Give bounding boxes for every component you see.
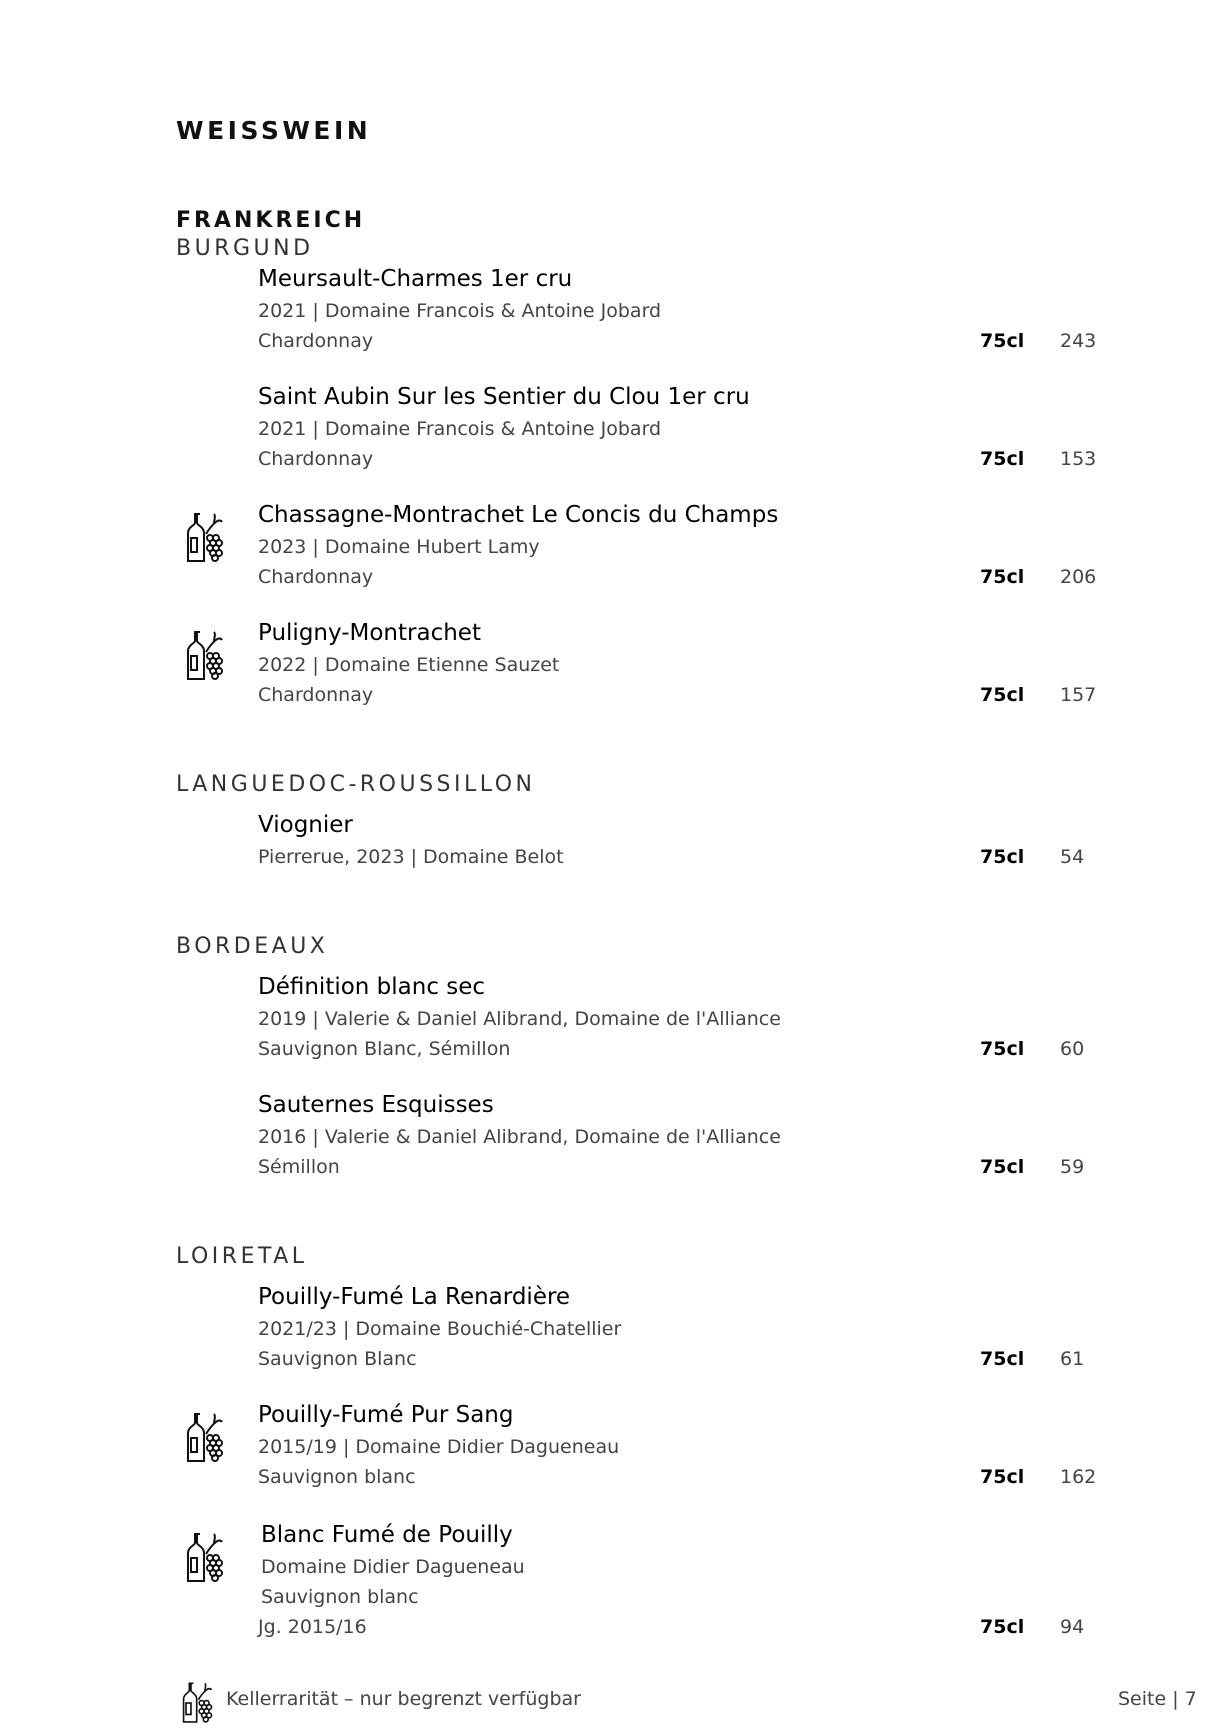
- wine-price: 54: [1060, 846, 1085, 868]
- wine-volume: 75cl: [980, 566, 1025, 588]
- wine-price: 157: [1060, 684, 1097, 706]
- wine-grape: Chardonnay: [258, 448, 374, 470]
- wine-grape: Chardonnay: [258, 566, 374, 588]
- wine-price: 162: [1060, 1466, 1097, 1488]
- wine-volume: 75cl: [980, 846, 1025, 868]
- wine-volume: 75cl: [980, 1348, 1025, 1370]
- legend-text: Kellerrarität – nur begrenzt verfügbar: [226, 1688, 581, 1710]
- wine-price: 94: [1060, 1616, 1085, 1638]
- page-heading: WEISSWEIN: [176, 116, 372, 145]
- page-number: Seite | 7: [1118, 1688, 1197, 1710]
- wine-detail: 2021 | Domaine Francois & Antoine Jobard: [258, 300, 662, 322]
- region-heading-languedoc: LANGUEDOC-ROUSSILLON: [176, 772, 536, 797]
- wine-detail: 2015/19 | Domaine Didier Dagueneau: [258, 1436, 620, 1458]
- wine-price: 153: [1060, 448, 1097, 470]
- wine-grape: Sauvignon Blanc: [258, 1348, 417, 1370]
- country-heading: FRANKREICH: [176, 208, 366, 233]
- wine-volume: 75cl: [980, 1466, 1025, 1488]
- wine-grape: Chardonnay: [258, 684, 374, 706]
- rare-bottle-grapes-icon: [184, 628, 232, 684]
- wine-price: 243: [1060, 330, 1097, 352]
- wine-detail: 2022 | Domaine Etienne Sauzet: [258, 654, 560, 676]
- wine-volume: 75cl: [980, 684, 1025, 706]
- region-heading-loire: LOIRETAL: [176, 1244, 308, 1269]
- wine-volume: 75cl: [980, 330, 1025, 352]
- wine-grape: Sauvignon Blanc, Sémillon: [258, 1038, 511, 1060]
- rare-bottle-grapes-icon: [180, 1680, 220, 1726]
- wine-price: 61: [1060, 1348, 1085, 1370]
- wine-detail: 2019 | Valerie & Daniel Alibrand, Domaine de l'Alliance: [258, 1008, 781, 1030]
- wine-name: Meursault-Charmes 1er cru: [258, 266, 573, 292]
- wine-price: 60: [1060, 1038, 1085, 1060]
- wine-grape: Sémillon: [258, 1156, 340, 1178]
- wine-volume: 75cl: [980, 1616, 1025, 1638]
- wine-detail: 2016 | Valerie & Daniel Alibrand, Domaine de l'Alliance: [258, 1126, 781, 1148]
- wine-volume: 75cl: [980, 1038, 1025, 1060]
- wine-grape: Chardonnay: [258, 330, 374, 352]
- wine-name: Viognier: [258, 812, 353, 838]
- wine-producer: Domaine Didier Dagueneau: [261, 1556, 525, 1578]
- wine-name: Blanc Fumé de Pouilly: [261, 1522, 513, 1548]
- wine-price: 206: [1060, 566, 1097, 588]
- wine-name: Pouilly-Fumé La Renardière: [258, 1284, 571, 1310]
- wine-volume: 75cl: [980, 1156, 1025, 1178]
- wine-name: Sauternes Esquisses: [258, 1092, 494, 1118]
- wine-detail: Pierrerue, 2023 | Domaine Belot: [258, 846, 564, 868]
- wine-volume: 75cl: [980, 448, 1025, 470]
- wine-name: Pouilly-Fumé Pur Sang: [258, 1402, 514, 1428]
- region-heading-bordeaux: BORDEAUX: [176, 934, 329, 959]
- wine-vintage: Jg. 2015/16: [258, 1616, 367, 1638]
- region-heading-burgund: BURGUND: [176, 236, 314, 261]
- wine-detail: 2021 | Domaine Francois & Antoine Jobard: [258, 418, 662, 440]
- wine-grape: Sauvignon blanc: [261, 1586, 419, 1608]
- wine-name: Définition blanc sec: [258, 974, 486, 1000]
- wine-grape: Sauvignon blanc: [258, 1466, 416, 1488]
- wine-name: Saint Aubin Sur les Sentier du Clou 1er cru: [258, 384, 750, 410]
- wine-price: 59: [1060, 1156, 1085, 1178]
- wine-detail: 2023 | Domaine Hubert Lamy: [258, 536, 540, 558]
- rare-bottle-grapes-icon: [184, 1530, 232, 1586]
- rare-bottle-grapes-icon: [184, 1410, 232, 1466]
- wine-detail: 2021/23 | Domaine Bouchié-Chatellier: [258, 1318, 622, 1340]
- rare-bottle-grapes-icon: [184, 510, 232, 566]
- wine-name: Puligny-Montrachet: [258, 620, 481, 646]
- wine-name: Chassagne-Montrachet Le Concis du Champs: [258, 502, 779, 528]
